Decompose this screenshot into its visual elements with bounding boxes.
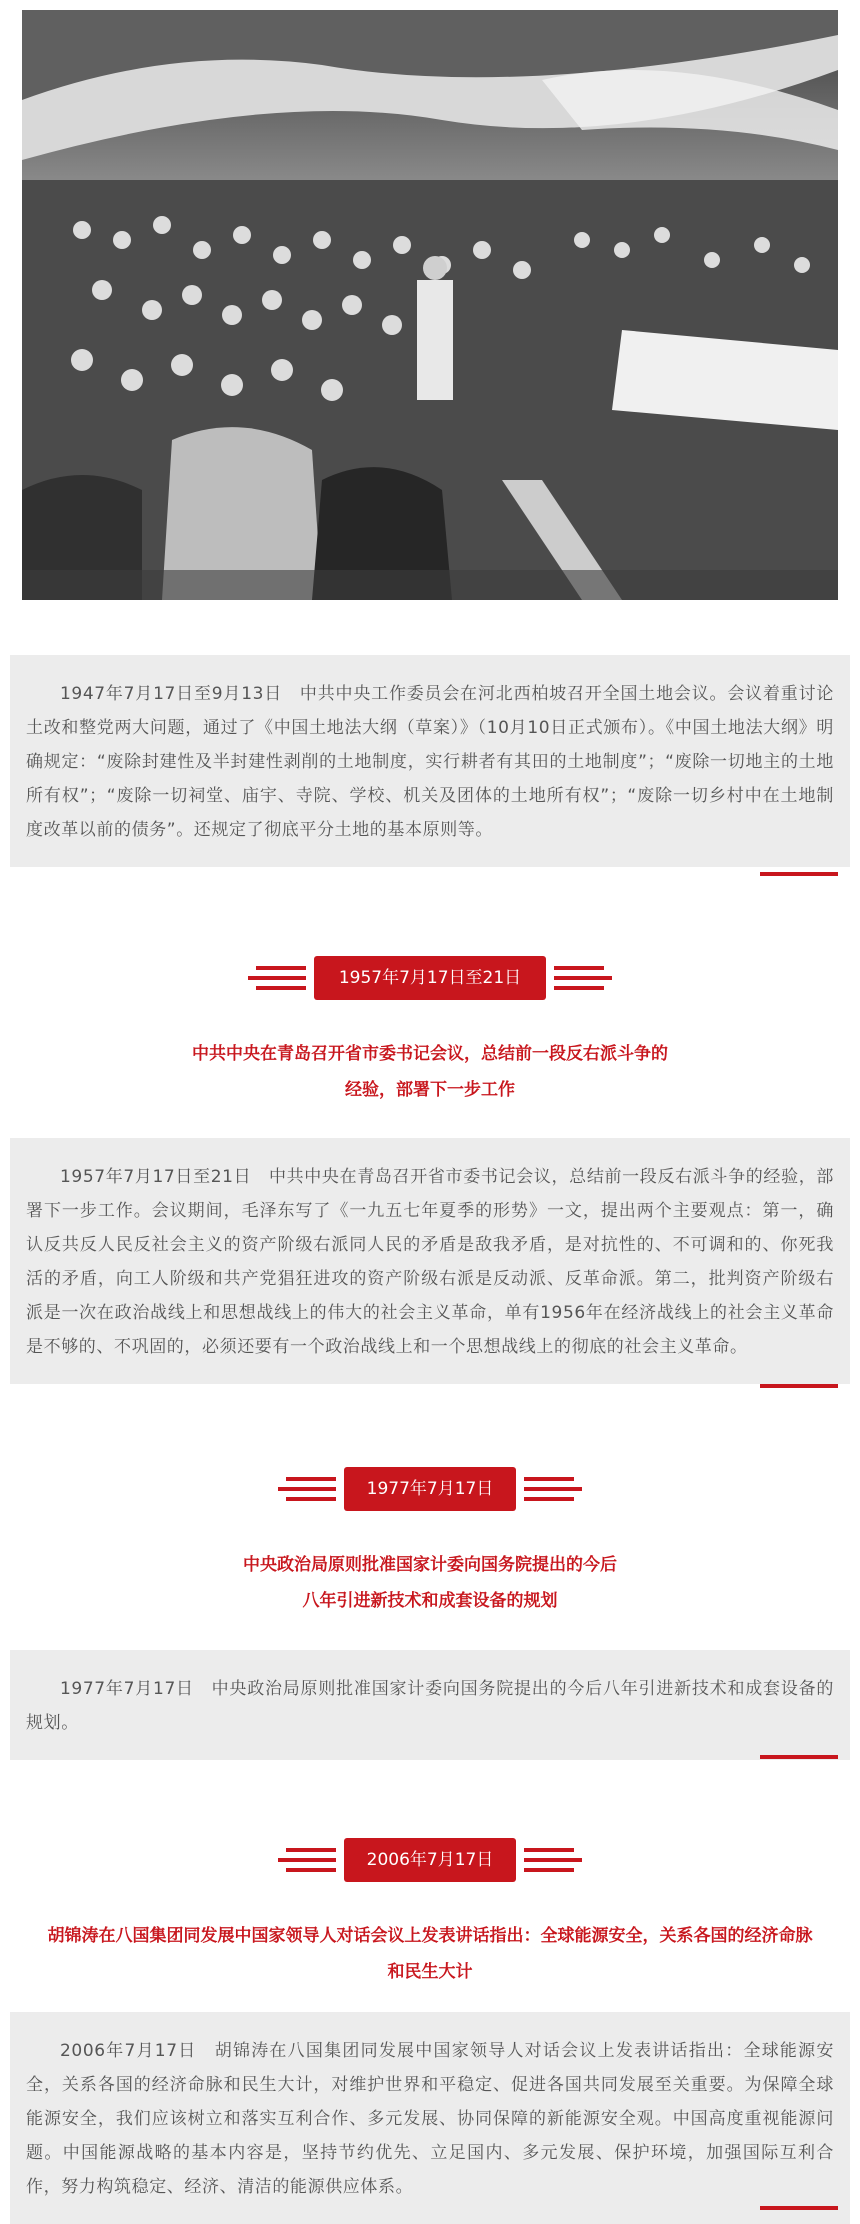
section-3-headline-line1: 中央政治局原则批准国家计委向国务院提出的今后 [243, 1555, 617, 1575]
section-3-headline-line2: 八年引进新技术和成套设备的规划 [302, 1591, 558, 1611]
section-3-date-banner [0, 1467, 860, 1511]
section-3-body: 1977年7月17日 中央政治局原则批准国家计委向国务院提出的今后八年引进新技术和成套设备的规划。 [26, 1679, 834, 1733]
section-2-card [10, 1138, 850, 1384]
section-4-headline-line2: 和民生大计 [387, 1962, 473, 1982]
section-3-card [10, 1650, 850, 1760]
historical-photo [22, 10, 838, 600]
right-stripes-icon [554, 963, 612, 993]
section-4-divider [760, 2206, 838, 2210]
section-3-date: 1977年7月17日 [344, 1467, 516, 1511]
section-2-headline-line2: 经验，部署下一步工作 [345, 1080, 515, 1100]
section-4-headline [20, 1918, 840, 1990]
section-4-card [10, 2012, 850, 2224]
section-2-body: 1957年7月17日至21日 中共中央在青岛召开省市委书记会议，总结前一段反右派斗争的经验，部署下一步工作。会议期间，毛泽东写了《一九五七年夏季的形势》一文，提出两个主要观点：第一，确认反共反人民反社会主义的资产阶级右派同人民的矛盾是敌我矛盾，是对抗性的、不可调和的、你死我活的矛盾，向工人阶级和共产党猖狂进攻的资产阶级右派是反动派、反革命派。第二，批判资产阶级右派是一次在政治战线上和思想战线上的伟大的社会主义革命，单有1956年在经济战线上的社会主义革命是不够的、不巩固的，必须还要有一个政治战线上和一个思想战线上的彻底的社会主义革命。 [26, 1167, 834, 1357]
right-stripes-icon [524, 1845, 582, 1875]
left-stripes-icon [278, 1474, 336, 1504]
section-3-headline [20, 1547, 840, 1619]
section-4-body: 2006年7月17日 胡锦涛在八国集团同发展中国家领导人对话会议上发表讲话指出：全球能源安全，关系各国的经济命脉和民生大计，对维护世界和平稳定、促进各国共同发展至关重要。为保障全球能源安全，我们应该树立和落实互利合作、多元发展、协同保障的新能源安全观。中国高度重视能源问题。中国能源战略的基本内容是，坚持节约优先、立足国内、多元发展、保护环境，加强国际互利合作，努力构筑稳定、经济、清洁的能源供应体系。 [26, 2041, 834, 2197]
section-4-date: 2006年7月17日 [344, 1838, 516, 1882]
left-stripes-icon [248, 963, 306, 993]
section-3-divider [760, 1755, 838, 1759]
section-2-date: 1957年7月17日至21日 [314, 956, 546, 1000]
right-stripes-icon [524, 1474, 582, 1504]
section-2-headline-line1: 中共中央在青岛召开省市委书记会议，总结前一段反右派斗争的 [192, 1044, 668, 1064]
section-2-divider [760, 1384, 838, 1388]
section-4-date-banner [0, 1838, 860, 1882]
section-1-card [10, 655, 850, 867]
section-2-headline [20, 1036, 840, 1108]
left-stripes-icon [278, 1845, 336, 1875]
section-4-headline-line1: 胡锦涛在八国集团同发展中国家领导人对话会议上发表讲话指出：全球能源安全，关系各国的经济命脉 [47, 1926, 813, 1946]
section-1-divider [760, 872, 838, 876]
section-2-date-banner [0, 956, 860, 1000]
section-1-body: 1947年7月17日至9月13日 中共中央工作委员会在河北西柏坡召开全国土地会议。会议着重讨论土改和整党两大问题，通过了《中国土地法大纲（草案）》（10月10日正式颁布）。《中国土地法大纲》明确规定：“废除封建性及半封建性剥削的土地制度，实行耕者有其田的土地制度”；“废除一切地主的土地所有权”；“废除一切祠堂、庙宇、寺院、学校、机关及团体的土地所有权”；“废除一切乡村中在土地制度改革以前的债务”。还规定了彻底平分土地的基本原则等。 [26, 684, 834, 840]
